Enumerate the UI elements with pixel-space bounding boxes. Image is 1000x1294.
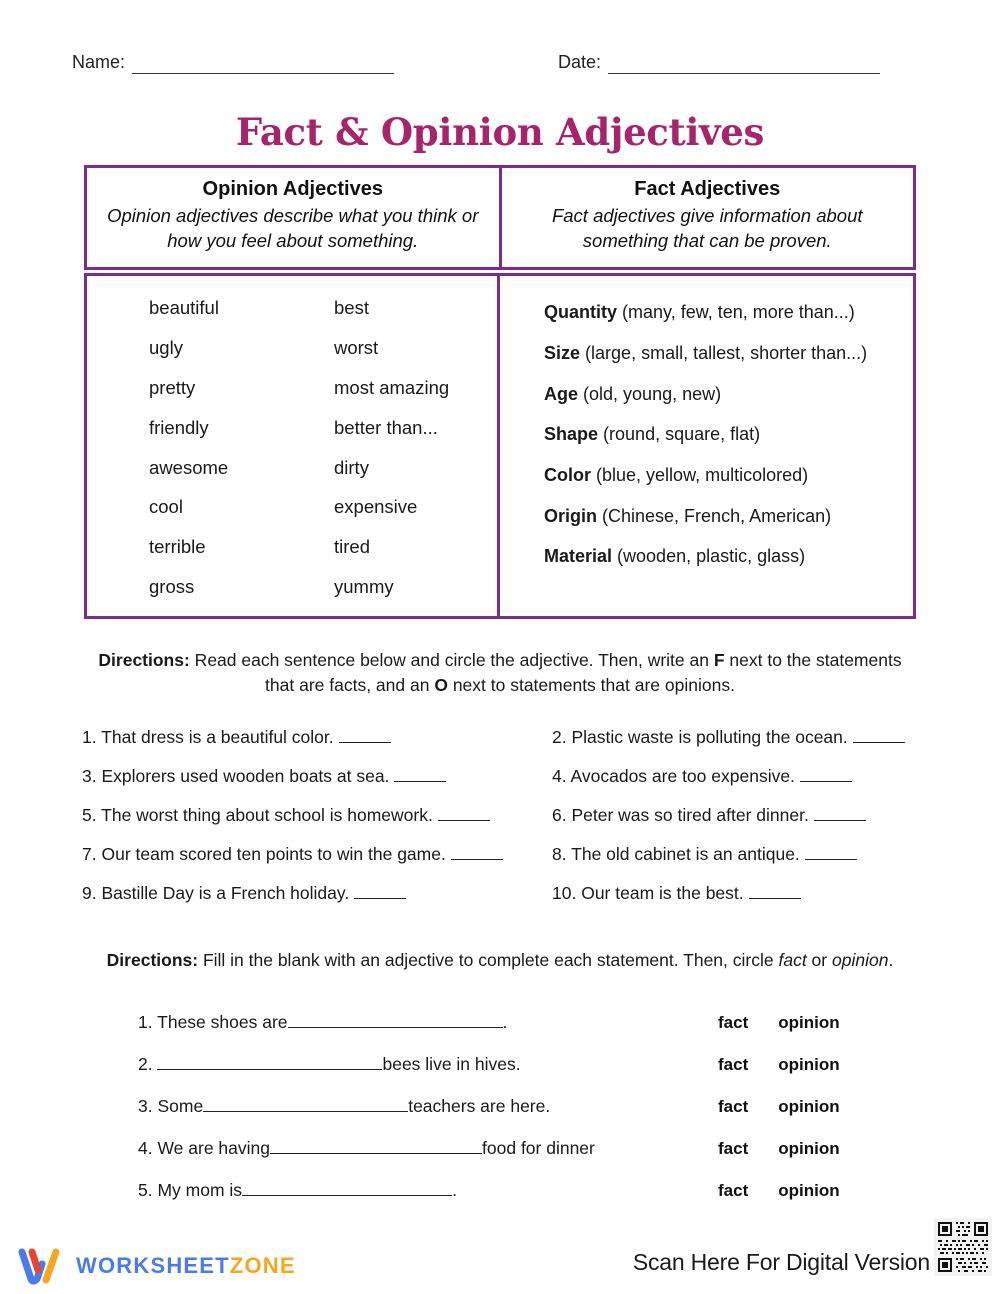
sentence-item (552, 883, 801, 904)
scan-prompt-text: Scan Here For Digital Version (632, 1249, 930, 1275)
worksheet-zone-logo[interactable] (18, 1246, 296, 1286)
fact-category-examples: (wooden, plastic, glass) (617, 546, 806, 567)
statement-after: bees live in hives. (382, 1054, 521, 1074)
fact-category (544, 424, 903, 445)
fact-category (544, 506, 903, 527)
sentence-cell (82, 883, 552, 904)
sentence-row (82, 805, 938, 826)
sentence-number: 9. (82, 883, 97, 903)
sentence-item (552, 844, 857, 865)
reference-table-header-row (84, 165, 916, 270)
fill-blank[interactable] (157, 1055, 382, 1070)
opinion-word: best (334, 297, 369, 319)
directions-word-fact: fact (778, 950, 807, 970)
sentence-text: Our team scored ten points to win the game. (101, 844, 446, 864)
answer-blank[interactable] (451, 845, 503, 860)
date-label: Date: (558, 52, 602, 72)
opinion-word: gross (149, 576, 195, 598)
statement-after: . (452, 1180, 457, 1200)
fact-heading: Fact Adjectives (634, 178, 781, 200)
sentence-cell (552, 805, 938, 826)
directions-text: or (806, 950, 832, 970)
sentence-cell (552, 727, 938, 748)
page-title: Fact & Opinion Adjectives (235, 110, 765, 154)
sentence-item (552, 727, 905, 748)
statement-after: food for dinner (482, 1138, 595, 1158)
answer-blank[interactable] (853, 728, 905, 743)
directions-text: Read each sentence below and circle the adjective. Then, write an (189, 650, 714, 670)
fact-category-examples: (large, small, tallest, shorter than...) (585, 342, 868, 363)
choice-opinion[interactable]: opinion (778, 1097, 840, 1116)
logo-w-icon (18, 1246, 64, 1286)
opinion-word: tired (334, 536, 370, 558)
choice-opinion[interactable]: opinion (778, 1181, 840, 1200)
answer-blank[interactable] (354, 884, 406, 899)
fact-opinion-choices (718, 1139, 928, 1159)
fill-in-blank-statement (138, 1138, 718, 1159)
answer-blank[interactable] (438, 806, 490, 821)
reference-table-body-row (84, 273, 916, 619)
choice-fact[interactable]: fact (718, 1097, 749, 1116)
sentence-text: Avocados are too expensive. (570, 766, 795, 786)
statement-after: teachers are here. (408, 1096, 551, 1116)
directions-label: Directions: (106, 950, 199, 970)
fact-category-label: Origin (544, 505, 597, 526)
sentence-number: 10. (552, 883, 577, 903)
fact-category (544, 465, 903, 486)
sentence-text: That dress is a beautiful color. (101, 727, 334, 747)
statement-before: We are having (157, 1138, 271, 1158)
fact-opinion-choices (718, 1181, 928, 1201)
sentence-text: Peter was so tired after dinner. (571, 805, 809, 825)
opinion-word: worst (334, 337, 379, 359)
answer-blank[interactable] (394, 767, 446, 782)
fill-blank[interactable] (270, 1139, 482, 1154)
reference-table (84, 165, 916, 619)
opinion-word: ugly (149, 337, 183, 359)
sentence-text: Explorers used wooden boats at sea. (101, 766, 390, 786)
fact-category-examples: (many, few, ten, more than...) (622, 302, 855, 323)
opinion-word: beautiful (149, 297, 219, 319)
fill-in-blank-statement (138, 1180, 718, 1201)
sentence-item (82, 727, 391, 748)
fact-categories-cell (500, 276, 913, 616)
choice-fact[interactable]: fact (718, 1055, 749, 1074)
choice-fact[interactable]: fact (718, 1013, 749, 1032)
date-input-line[interactable] (608, 55, 880, 74)
fact-opinion-choices (718, 1055, 928, 1075)
fact-category-label: Shape (544, 424, 599, 445)
sentence-cell (82, 805, 552, 826)
sentence-row (82, 844, 938, 865)
fact-opinion-choices (718, 1013, 928, 1033)
sentence-number: 7. (82, 844, 97, 864)
answer-blank[interactable] (339, 728, 391, 743)
name-label: Name: (72, 52, 126, 72)
fill-in-blank-statement (138, 1096, 718, 1117)
sentence-item (82, 883, 406, 904)
fact-category-examples: (blue, yellow, multicolored) (596, 464, 809, 485)
opinion-words-cell (87, 276, 500, 616)
directions-text: . (888, 950, 894, 970)
fact-category-label: Quantity (544, 302, 618, 323)
sentence-cell (82, 766, 552, 787)
sentence-number: 4. (552, 766, 567, 786)
fact-category (544, 343, 903, 364)
opinion-word: better than... (334, 416, 438, 438)
fact-category-label: Size (544, 342, 581, 363)
sentence-item (82, 805, 490, 826)
fill-blank[interactable] (288, 1013, 503, 1028)
opinion-word: yummy (334, 576, 394, 598)
sentence-number: 5. (82, 805, 97, 825)
statement-before: Some (157, 1096, 204, 1116)
opinion-word: pretty (149, 376, 196, 398)
choice-opinion[interactable]: opinion (778, 1139, 840, 1158)
fill-in-blank-row (138, 1012, 928, 1033)
sentence-number: 6. (552, 805, 567, 825)
sentence-row (82, 883, 938, 904)
choice-fact[interactable]: fact (718, 1139, 749, 1158)
name-input-line[interactable] (132, 55, 394, 74)
sentence-text: The worst thing about school is homework. (101, 805, 433, 825)
sentence-cell (82, 727, 552, 748)
sentence-text: Our team is the best. (581, 883, 744, 903)
directions-section-1 (90, 648, 910, 698)
answer-blank[interactable] (749, 884, 801, 899)
sentence-cell (552, 883, 938, 904)
fact-category (544, 546, 903, 567)
fill-in-blank-row (138, 1096, 928, 1117)
fact-category (544, 302, 903, 323)
item-number: 3. (138, 1096, 153, 1116)
directions-letter-f: F (713, 650, 725, 670)
opinion-heading: Opinion Adjectives (202, 178, 383, 200)
statement-before: These shoes are (157, 1012, 288, 1032)
fact-category-examples: (Chinese, French, American) (602, 505, 832, 526)
directions-text: next to statements that are opinions. (447, 674, 735, 695)
opinion-header-cell (87, 168, 502, 267)
fill-in-blank-row (138, 1180, 928, 1201)
sentence-row (82, 766, 938, 787)
answer-blank[interactable] (805, 845, 857, 860)
opinion-word: dirty (334, 456, 369, 478)
sentence-cell (552, 766, 938, 787)
choice-opinion[interactable]: opinion (778, 1013, 840, 1032)
name-field-group (72, 52, 394, 74)
sentence-item (82, 766, 446, 787)
fill-in-blank-list (138, 1012, 928, 1201)
item-number: 5. (138, 1180, 153, 1200)
sentence-text: Plastic waste is polluting the ocean. (571, 727, 848, 747)
fact-opinion-choices (718, 1097, 928, 1117)
fact-header-cell (502, 168, 914, 267)
opinion-word: most amazing (334, 376, 450, 398)
opinion-word: expensive (334, 496, 418, 518)
fill-in-blank-statement (138, 1054, 718, 1075)
fact-category-examples: (round, square, flat) (603, 424, 761, 445)
item-number: 1. (138, 1012, 153, 1032)
sentence-row (82, 727, 938, 748)
fill-blank[interactable] (242, 1181, 452, 1196)
directions-text: next to the statements that are facts, and an (265, 650, 902, 695)
answer-blank[interactable] (800, 767, 852, 782)
opinion-words-column-1 (87, 298, 312, 598)
fact-description: Fact adjectives give information about something that can be proven. (551, 205, 863, 251)
sentence-cell (552, 844, 938, 865)
sentence-cell (82, 844, 552, 865)
sentence-number: 8. (552, 844, 567, 864)
opinion-description: Opinion adjectives describe what you think or how you feel about something. (107, 205, 479, 251)
fact-category-label: Age (544, 383, 579, 404)
opinion-word: friendly (149, 416, 209, 438)
fill-blank[interactable] (203, 1097, 408, 1112)
fact-category-label: Material (544, 546, 613, 567)
directions-word-opinion: opinion (831, 950, 889, 970)
sentence-text: Bastille Day is a French holiday. (101, 883, 350, 903)
opinion-word: cool (149, 496, 183, 518)
name-date-row (72, 52, 928, 74)
statement-after: . (502, 1012, 508, 1032)
item-number: 2. (138, 1054, 153, 1074)
answer-blank[interactable] (814, 806, 866, 821)
opinion-word: terrible (149, 536, 206, 558)
opinion-words-column-2 (312, 298, 497, 598)
sentence-item (552, 766, 852, 787)
sentence-list (82, 727, 938, 904)
fill-in-blank-row (138, 1138, 928, 1159)
fact-category-label: Color (544, 464, 591, 485)
directions-section-2 (90, 948, 910, 973)
fact-category (544, 384, 903, 405)
sentence-item (552, 805, 866, 826)
date-field-group (558, 52, 880, 74)
fill-in-blank-row (138, 1054, 928, 1075)
directions-letter-o: O (434, 674, 448, 695)
statement-before: My mom is (157, 1180, 243, 1200)
logo-text-worksheet: WORKSHEET (76, 1253, 230, 1278)
sentence-item (82, 844, 503, 865)
logo-text-zone: ZONE (229, 1253, 296, 1278)
choice-opinion[interactable]: opinion (778, 1055, 840, 1074)
directions-label: Directions: (98, 650, 190, 670)
choice-fact[interactable]: fact (718, 1181, 749, 1200)
opinion-word: awesome (149, 456, 229, 478)
sentence-number: 2. (552, 727, 567, 747)
fact-category-examples: (old, young, new) (583, 383, 722, 404)
sentence-number: 1. (82, 727, 97, 747)
fill-in-blank-statement (138, 1012, 718, 1033)
directions-text: Fill in the blank with an adjective to complete each statement. Then, circle (198, 950, 779, 970)
qr-code[interactable] (934, 1218, 992, 1276)
logo-wordmark (76, 1253, 296, 1279)
item-number: 4. (138, 1138, 153, 1158)
sentence-number: 3. (82, 766, 97, 786)
sentence-text: The old cabinet is an antique. (571, 844, 800, 864)
